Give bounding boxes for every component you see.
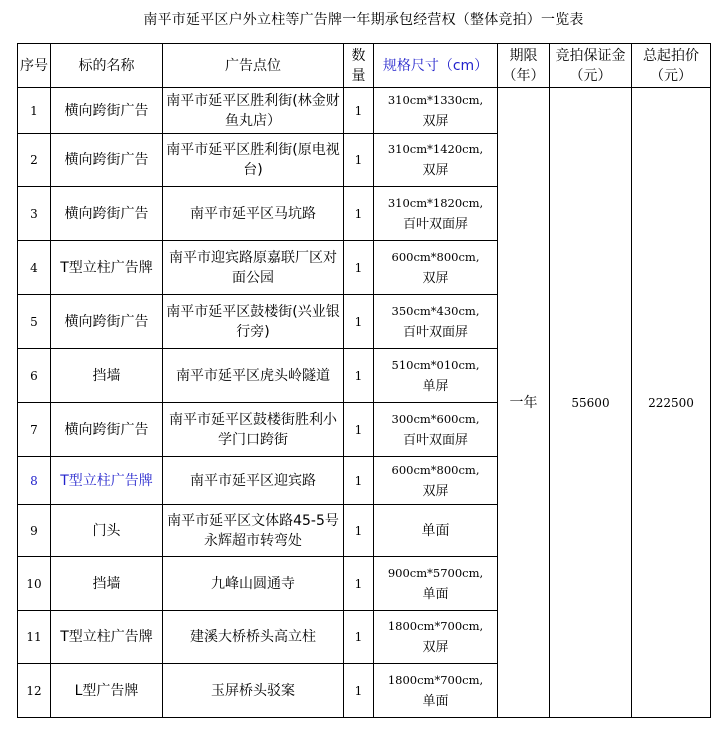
- spec-screen: 双屏: [422, 270, 449, 286]
- cell-location: 南平市延平区胜利街(林金财鱼丸店）: [163, 88, 344, 134]
- cell-location: 南平市延平区迎宾路: [163, 457, 344, 505]
- cell-seq: 2: [18, 134, 51, 187]
- cell-spec: [374, 664, 498, 718]
- spec-screen: 双屏: [422, 113, 449, 129]
- cell-location: 南平市延平区马坑路: [163, 187, 344, 241]
- cell-location: 南平市延平区胜利街(原电视台): [163, 134, 344, 187]
- cell-name: T型立柱广告牌: [51, 611, 163, 664]
- cell-location: 南平市延平区鼓楼街胜利小学门口跨街: [163, 403, 344, 457]
- header-deposit: 竞拍保证金（元）: [550, 44, 632, 88]
- table-body: [18, 88, 711, 718]
- cell-seq: 12: [18, 664, 51, 718]
- cell-location: 九峰山圆通寺: [163, 557, 344, 611]
- cell-name: 横向跨街广告: [51, 187, 163, 241]
- page-title: 南平市延平区户外立柱等广告牌一年期承包经营权（整体竞拍）一览表: [143, 12, 584, 28]
- cell-name: T型立柱广告牌: [51, 457, 163, 505]
- cell-start-price: 222500: [632, 88, 711, 718]
- cell-qty: 1: [344, 611, 374, 664]
- cell-seq: 1: [18, 88, 51, 134]
- cell-name: L型广告牌: [51, 664, 163, 718]
- spec-size: 600cm*800cm,: [391, 462, 480, 477]
- header-name: 标的名称: [51, 44, 163, 88]
- header-qty: 数量: [344, 44, 374, 88]
- cell-name: 挡墙: [51, 557, 163, 611]
- cell-spec: [374, 557, 498, 611]
- cell-name: 横向跨街广告: [51, 295, 163, 349]
- cell-spec: [374, 349, 498, 403]
- header-start-price: 总起拍价（元）: [632, 44, 711, 88]
- cell-seq: 9: [18, 505, 51, 557]
- spec-screen: 百叶双面屏: [402, 432, 468, 448]
- cell-term: 一年: [498, 88, 550, 718]
- header-spec: 规格尺寸（cm）: [374, 44, 498, 88]
- spec-screen: 双屏: [422, 483, 449, 499]
- cell-location: 南平市延平区鼓楼街(兴业银行旁): [163, 295, 344, 349]
- cell-spec: [374, 403, 498, 457]
- cell-qty: 1: [344, 241, 374, 295]
- cell-name: 横向跨街广告: [51, 403, 163, 457]
- cell-name: 挡墙: [51, 349, 163, 403]
- spec-size: 310cm*1820cm,: [387, 195, 484, 210]
- cell-location: 玉屏桥头驳案: [163, 664, 344, 718]
- spec-screen: 单屏: [422, 378, 449, 394]
- cell-qty: 1: [344, 505, 374, 557]
- spec-screen: 双屏: [422, 163, 449, 178]
- spec-size: 300cm*600cm,: [391, 411, 480, 426]
- table-row: [18, 88, 711, 134]
- spec-size: 510cm*010cm,: [391, 357, 480, 372]
- cell-location: 建溪大桥桥头高立柱: [163, 611, 344, 664]
- cell-name: T型立柱广告牌: [51, 241, 163, 295]
- cell-location: 南平市延平区文体路45-5号永辉超市转弯处: [163, 505, 344, 557]
- auction-table: [17, 43, 711, 718]
- cell-spec: [374, 611, 498, 664]
- spec-size: 600cm*800cm,: [391, 249, 480, 264]
- cell-spec: [374, 187, 498, 241]
- cell-qty: 1: [344, 557, 374, 611]
- spec-screen: 百叶双面屏: [402, 216, 468, 232]
- header-location: 广告点位: [163, 44, 344, 88]
- cell-seq: 10: [18, 557, 51, 611]
- spec-size: 1800cm*700cm,: [387, 619, 484, 633]
- cell-spec: [374, 134, 498, 187]
- header-seq: 序号: [18, 44, 51, 88]
- spec-screen: 百叶双面屏: [402, 324, 468, 340]
- spec-size: 1800cm*700cm,: [387, 672, 484, 687]
- cell-seq: 7: [18, 403, 51, 457]
- header-row: [18, 44, 711, 88]
- cell-seq: 3: [18, 187, 51, 241]
- spec-size: 310cm*1330cm,: [387, 92, 484, 107]
- cell-spec: [374, 505, 498, 557]
- cell-qty: 1: [344, 664, 374, 718]
- cell-qty: 1: [344, 295, 374, 349]
- cell-location: 南平市延平区虎头岭隧道: [163, 349, 344, 403]
- spec-size: 900cm*5700cm,: [387, 565, 484, 580]
- spec-screen: 单面: [422, 693, 449, 709]
- spec-screen: 单面: [422, 586, 449, 602]
- header-term: 期限（年）: [498, 44, 550, 88]
- cell-spec: [374, 241, 498, 295]
- cell-qty: 1: [344, 403, 374, 457]
- cell-spec: [374, 295, 498, 349]
- cell-qty: 1: [344, 349, 374, 403]
- cell-qty: 1: [344, 457, 374, 505]
- cell-spec: [374, 88, 498, 134]
- cell-seq: 5: [18, 295, 51, 349]
- cell-deposit: 55600: [550, 88, 632, 718]
- cell-qty: 1: [344, 88, 374, 134]
- cell-name: 横向跨街广告: [51, 88, 163, 134]
- spec-size: 单面: [421, 522, 450, 539]
- cell-seq: 6: [18, 349, 51, 403]
- spec-size: 310cm*1420cm,: [387, 142, 484, 156]
- cell-spec: [374, 457, 498, 505]
- cell-name: 横向跨街广告: [51, 134, 163, 187]
- spec-screen: 双屏: [422, 640, 449, 655]
- cell-seq: 4: [18, 241, 51, 295]
- cell-location: 南平市迎宾路原嘉联厂区对面公园: [163, 241, 344, 295]
- cell-seq: 8: [18, 457, 51, 505]
- cell-name: 门头: [51, 505, 163, 557]
- spec-size: 350cm*430cm,: [391, 303, 480, 318]
- cell-qty: 1: [344, 134, 374, 187]
- cell-seq: 11: [18, 611, 51, 664]
- cell-qty: 1: [344, 187, 374, 241]
